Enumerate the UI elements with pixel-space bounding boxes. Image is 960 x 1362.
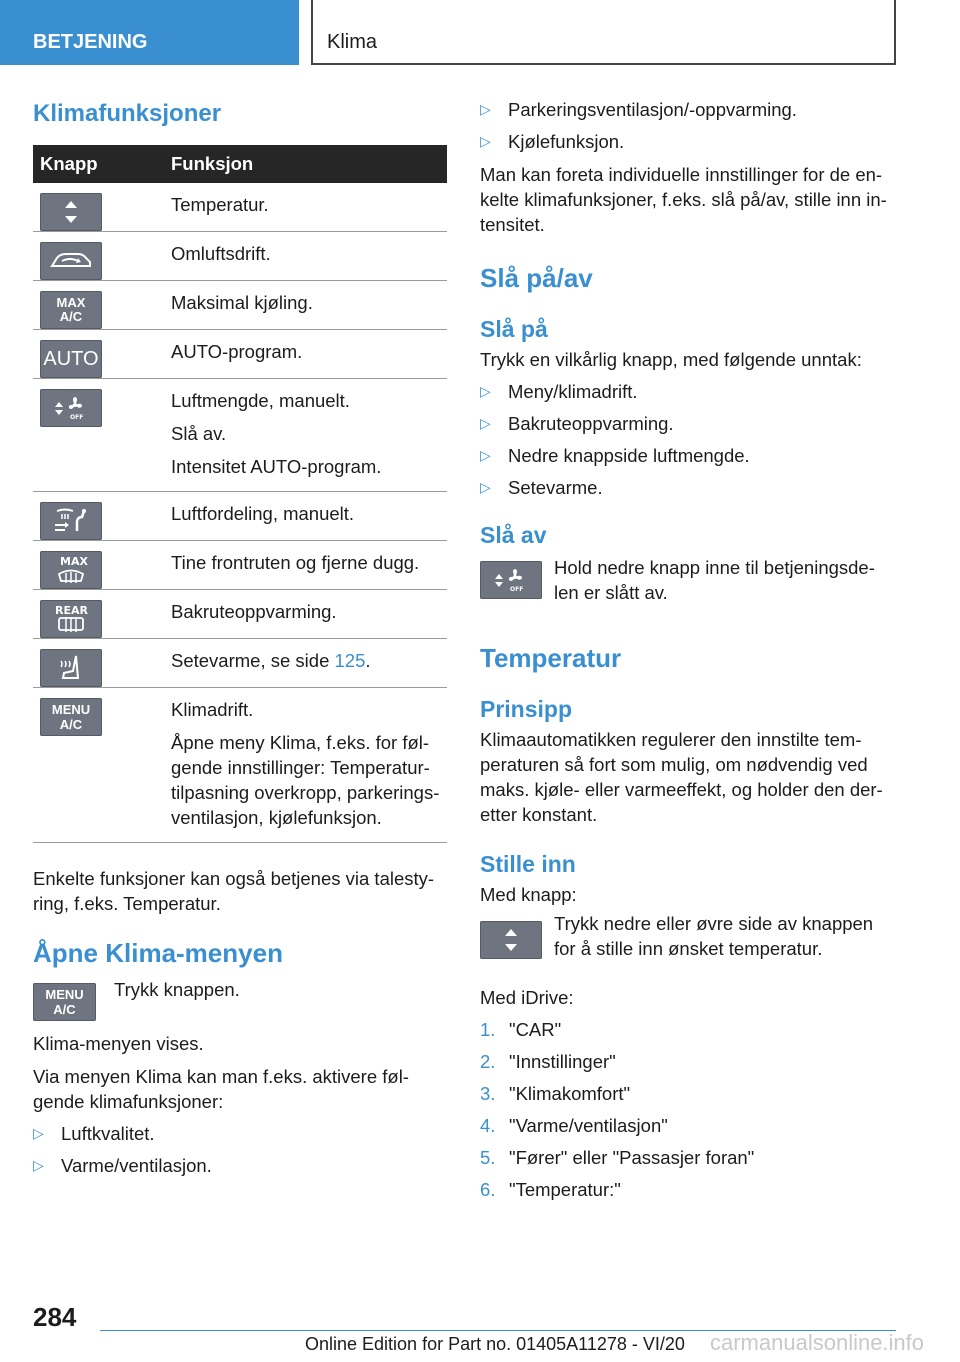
right-column (480, 100, 896, 1202)
list-item: ▷ Meny/klimadrift. (480, 381, 638, 402)
rear-defrost-icon (40, 600, 102, 638)
header-chapter: Klima (311, 0, 896, 65)
triangle-bullet-icon: ▷ (33, 1125, 44, 1141)
list-item: 4. "Varme/ventilasjon" (480, 1115, 668, 1136)
switch-on-text: Trykk en vilkårlig knapp, med følgende unntak: (480, 349, 862, 370)
function-text: Maksimal kjøling. (171, 292, 313, 313)
triangle-bullet-icon: ▷ (480, 133, 491, 149)
list-item: 2. "Innstillinger" (480, 1051, 616, 1072)
table-row (33, 590, 447, 639)
table-row (33, 688, 447, 843)
switch-on-exceptions (480, 379, 896, 500)
list-item: ▷ Parkeringsventilasjon/-oppvarming. (480, 99, 797, 120)
triangle-bullet-icon: ▷ (480, 101, 491, 117)
list-item: 1. "CAR" (480, 1019, 562, 1040)
section-title-open-climate-menu: Åpne Klima-menyen (33, 938, 283, 968)
function-text: Setevarme, se side 125. (171, 650, 371, 671)
with-button-text: Med knapp: (480, 884, 577, 905)
footer-edition: Online Edition for Part no. 01405A11278 - VI/20 (305, 1334, 685, 1354)
page-number: 284 (33, 1302, 77, 1332)
with-idrive-text: Med iDrive: (480, 987, 574, 1008)
list-item: ▷ Bakruteoppvarming. (480, 413, 674, 434)
subtitle-switch-off: Slå av (480, 522, 547, 548)
function-text: Slå av. (171, 423, 227, 444)
table-row (33, 232, 447, 281)
menu-functions-list (33, 1121, 447, 1178)
table-row (33, 379, 447, 492)
col-header-function: Funksjon (170, 145, 447, 183)
subtitle-switch-on: Slå på (480, 316, 548, 342)
temperature-arrows-icon (480, 921, 542, 959)
function-text: Tine frontruten og fjerne dugg. (171, 552, 420, 573)
section-title-climate-functions: Klimafunksjoner (33, 100, 222, 127)
function-text: Luftmengde, manuelt. (171, 390, 350, 411)
menu-functions-list-cont (480, 97, 896, 154)
temperature-button-text: Trykk nedre eller øvre side av knappen for å stille inn ønsket temperatur. (554, 913, 874, 959)
function-text: AUTO-program. (171, 341, 303, 362)
function-text: Åpne meny Klima, f.eks. for føl- gende innstillinger: Temperatur- tilpasning overkropp, parkerings- ventilasjon, kjølefunksjon. (171, 732, 440, 828)
function-text: Bakruteoppvarming. (171, 601, 337, 622)
menu-shown-text: Klima-menyen vises. (33, 1033, 204, 1054)
menu-via-text: Via menyen Klima kan man f.eks. aktivere føl- gende klimafunksjoner: (33, 1066, 409, 1112)
section-title-temperature: Temperatur (480, 643, 622, 673)
table-row (33, 639, 447, 688)
list-item: 3. "Klimakomfort" (480, 1083, 631, 1104)
function-text: Luftfordeling, manuelt. (171, 503, 355, 524)
menu-button-row (33, 979, 447, 1021)
list-item: ▷ Varme/ventilasjon. (33, 1155, 212, 1176)
temperature-arrows-icon (40, 193, 102, 231)
subtitle-adjust: Stille inn (480, 851, 576, 877)
switch-off-row (480, 557, 896, 605)
individual-settings-text: Man kan foreta individuelle innstillinger for de en- kelte klimafunksjoner, f.eks. slå på/av, stille inn in- tensitet. (480, 164, 887, 235)
list-item: 6. "Temperatur:" (480, 1179, 621, 1200)
table-row (33, 330, 447, 379)
triangle-bullet-icon: ▷ (33, 1157, 44, 1173)
function-text: Intensitet AUTO-program. (171, 456, 382, 477)
function-text: Temperatur. (171, 194, 269, 215)
menu-ac-icon: MENU A/C (33, 983, 96, 1021)
air-distribution-icon (40, 502, 102, 540)
section-title-on-off: Slå på/av (480, 263, 593, 293)
menu-press-text: Trykk knappen. (114, 979, 240, 1000)
principle-text: Klimaautomatikken regulerer den innstilte tem- peraturen så fort som mulig, om nødvendig ved maks. kjøle- eller varmeeffekt, og holder den der- etter konstant. (480, 729, 883, 825)
fan-off-icon (480, 561, 542, 599)
svg-text:OFF: OFF (510, 586, 524, 593)
switch-off-text: Hold nedre knapp inne til betjeningsde- len er slått av. (554, 557, 875, 603)
list-item: ▷ Kjølefunksjon. (480, 131, 625, 152)
function-text: Klimadrift. (171, 699, 254, 720)
list-item: ▷ Setevarme. (480, 477, 603, 498)
triangle-bullet-icon: ▷ (480, 383, 491, 399)
list-item: 5. "Fører" eller "Passasjer foran" (480, 1147, 755, 1168)
auto-icon: AUTO (40, 340, 102, 378)
list-item: ▷ Luftkvalitet. (33, 1123, 155, 1144)
svg-text:MAX: MAX (60, 555, 88, 568)
subtitle-principle: Prinsipp (480, 696, 573, 722)
recirculation-icon (40, 242, 102, 280)
triangle-bullet-icon: ▷ (480, 447, 491, 463)
triangle-bullet-icon: ▷ (480, 479, 491, 495)
list-item: ▷ Nedre knappside luftmengde. (480, 445, 750, 466)
watermark: carmanualsonline.info (710, 1330, 925, 1355)
svg-text:OFF: OFF (70, 414, 84, 421)
voice-control-note: Enkelte funksjoner kan også betjenes via talesty- ring, f.eks. Temperatur. (33, 868, 435, 914)
seat-heating-icon (40, 649, 102, 687)
table-row (33, 492, 447, 541)
triangle-bullet-icon: ▷ (480, 415, 491, 431)
table-row (33, 183, 447, 232)
temperature-button-row (480, 913, 896, 961)
col-header-button: Knapp (33, 145, 170, 183)
page-link[interactable]: 125 (334, 650, 366, 671)
table-row (33, 541, 447, 590)
left-column (33, 100, 447, 1178)
table-row (33, 281, 447, 330)
fan-off-icon (40, 389, 102, 427)
max-ac-icon: MAX A/C (40, 291, 102, 329)
menu-ac-icon: MENU A/C (40, 698, 102, 736)
function-text: Omluftsdrift. (171, 243, 271, 264)
max-defrost-icon (40, 551, 102, 589)
idrive-steps (480, 1017, 896, 1202)
climate-functions-table (33, 145, 447, 843)
svg-text:REAR: REAR (55, 604, 88, 617)
header-section: BETJENING (0, 0, 299, 65)
